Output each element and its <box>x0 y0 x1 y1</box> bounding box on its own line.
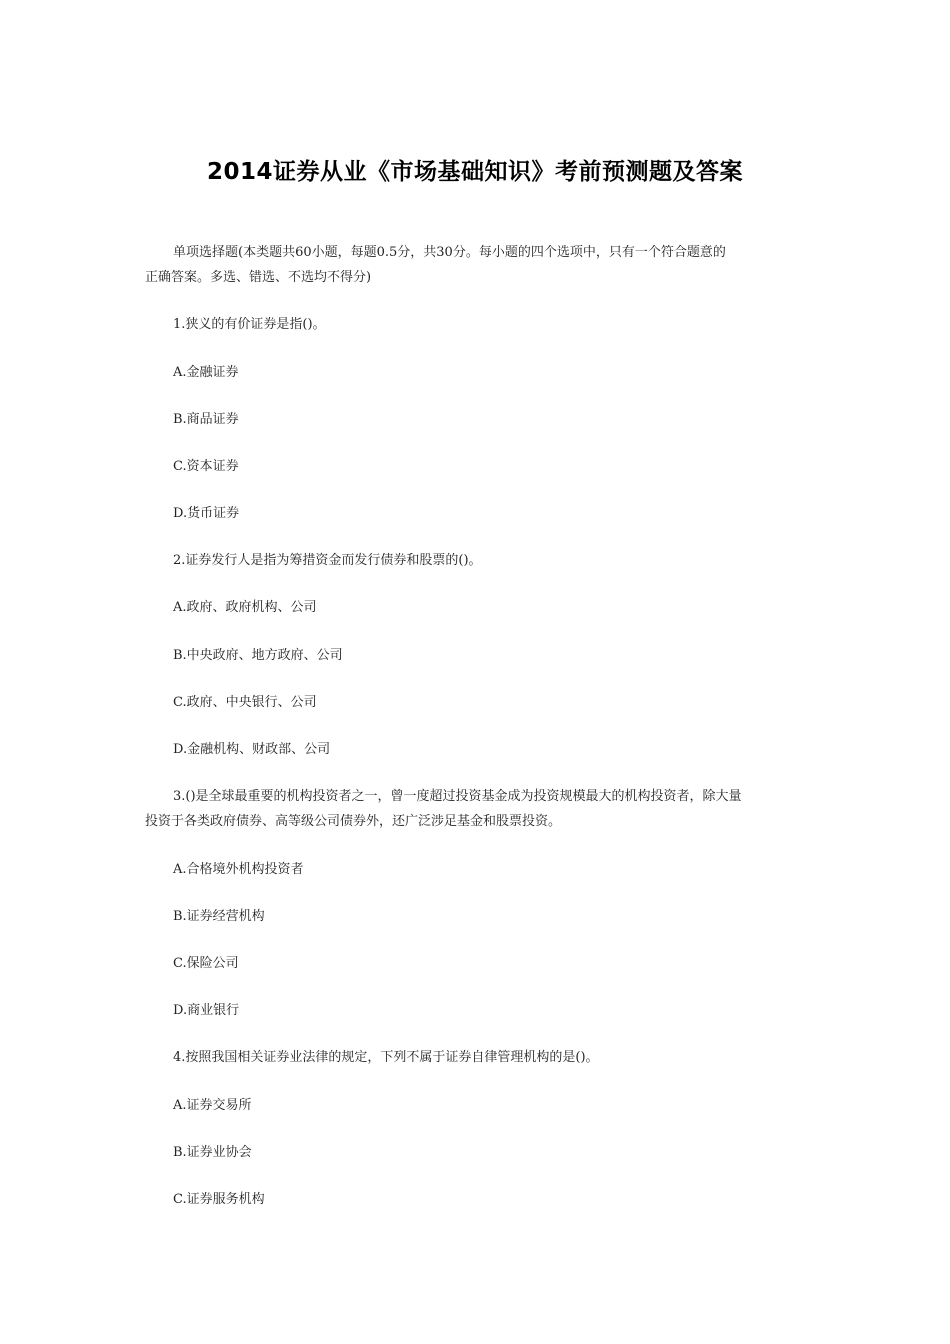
question-1-stem: 1.狭义的有价证券是指()。 <box>173 317 326 332</box>
question-3-stem-line-1: 3.()是全球最重要的机构投资者之一，曾一度超过投资基金成为投资规模最大的机构投资者，除大量 <box>173 789 742 804</box>
document-title: 2014证券从业《市场基础知识》考前预测题及答案 <box>206 159 743 185</box>
question-2-option-a: A.政府、政府机构、公司 <box>173 600 317 615</box>
question-2-option-d: D.金融机构、财政部、公司 <box>173 742 331 757</box>
question-1-option-b: B.商品证券 <box>173 412 239 427</box>
question-1-option-a: A.金融证券 <box>173 365 239 380</box>
question-3-option-d: D.商业银行 <box>173 1003 240 1018</box>
question-2-stem: 2.证券发行人是指为筹措资金而发行债券和股票的()。 <box>173 553 482 568</box>
question-3-option-c: C.保险公司 <box>173 956 239 971</box>
question-3-option-b: B.证券经营机构 <box>173 909 265 924</box>
question-4-option-c: C.证券服务机构 <box>173 1192 265 1207</box>
question-3-option-a: A.合格境外机构投资者 <box>173 862 304 877</box>
intro-line-1: 单项选择题(本类题共60小题，每题0.5分，共30分。每小题的四个选项中，只有一个符合题意的 <box>173 245 726 260</box>
question-4-option-a: A.证券交易所 <box>173 1098 252 1113</box>
question-1-option-c: C.资本证券 <box>173 459 239 474</box>
question-4-option-b: B.证券业协会 <box>173 1145 252 1160</box>
question-4-stem: 4.按照我国相关证券业法律的规定，下列不属于证券自律管理机构的是()。 <box>173 1050 599 1065</box>
question-1-option-d: D.货币证券 <box>173 506 240 521</box>
intro-line-2: 正确答案。多选、错选、不选均不得分) <box>145 270 372 285</box>
question-3-stem-line-2: 投资于各类政府债券、高等级公司债券外，还广泛涉足基金和股票投资。 <box>145 814 562 829</box>
question-2-option-b: B.中央政府、地方政府、公司 <box>173 648 343 663</box>
question-2-option-c: C.政府、中央银行、公司 <box>173 695 317 710</box>
